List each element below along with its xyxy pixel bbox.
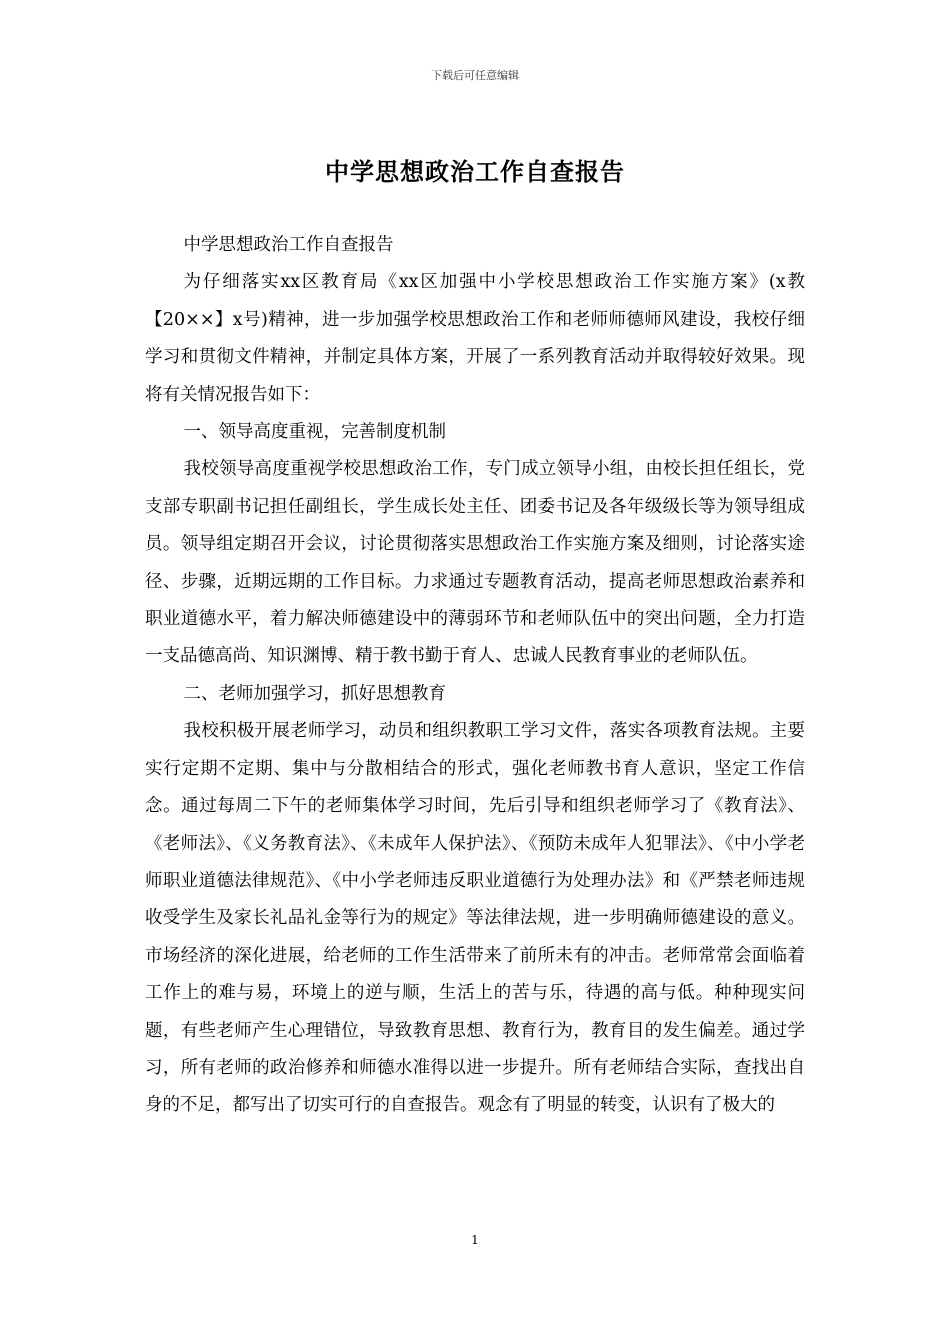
paragraph-section-2: 我校积极开展老师学习，动员和组织教职工学习文件，落实各项教育法规。主要实行定期不定期、集中与分散相结合的形式，强化老师教书育人意识，坚定工作信念。通过每周二下午的老师集体学习时间，先后引导和组织老师学习了《教育法》、《老师法》、《义务教育法》、《未成年人保护法》、《预防未成年人犯罪法》、《中小学老师职业道德法律规范》、《中小学老师违反职业道德行为处理办法》和《严禁老师违规收受学生及家长礼品礼金等行为的规定》等法律法规，进一步明确师德建设的意义。市场经济的深化进展，给老师的工作生活带来了前所未有的冲击。老师常常会面临着工作上的难与易，环境上的逆与顺，生活上的苦与乐，待遇的高与低。种种现实问题，有些老师产生心理错位，导致教育思想、教育行为，教育目的发生偏差。通过学习，所有老师的政治修养和师德水准得以进一步提升。所有老师结合实际，查找出自身的不足，都写出了切实可行的自查报告。观念有了明显的转变，认识有了极大的	[145, 721, 805, 1116]
paragraph-section-1: 我校领导高度重视学校思想政治工作，专门成立领导小组，由校长担任组长，党支部专职副书记担任副组长，学生成长处主任、团委书记及各年级级长等为领导组成员。领导组定期召开会议，讨论贯彻落实思想政治工作实施方案及细则，讨论落实途径、步骤，近期远期的工作目标。力求通过专题教育活动，提高老师思想政治素养和职业道德水平，着力解决师德建设中的薄弱环节和老师队伍中的突出问题，全力打造一支品德高尚、知识渊博、精于教书勤于育人、忠诚人民教育事业的老师队伍。	[145, 459, 805, 667]
document-body	[145, 227, 805, 1125]
document-title: 中学思想政治工作自查报告	[325, 158, 625, 186]
page-number: 1	[471, 1233, 479, 1247]
header-note: 下载后可任意编辑	[431, 69, 519, 82]
paragraph-intro: 为仔细落实xx区教育局《xx区加强中小学校思想政治工作实施方案》(x教【20××】x号)精神，进一步加强学校思想政治工作和老师师德师风建设，我校仔细学习和贯彻文件精神，并制定具体方案，开展了一系列教育活动并取得较好效果。现将有关情况报告如下：	[145, 272, 805, 405]
paragraph-subtitle: 中学思想政治工作自查报告	[183, 235, 394, 255]
section-heading-2: 二、老师加强学习，抓好思想教育	[183, 683, 446, 704]
section-heading-1: 一、领导高度重视，完善制度机制	[183, 422, 446, 443]
